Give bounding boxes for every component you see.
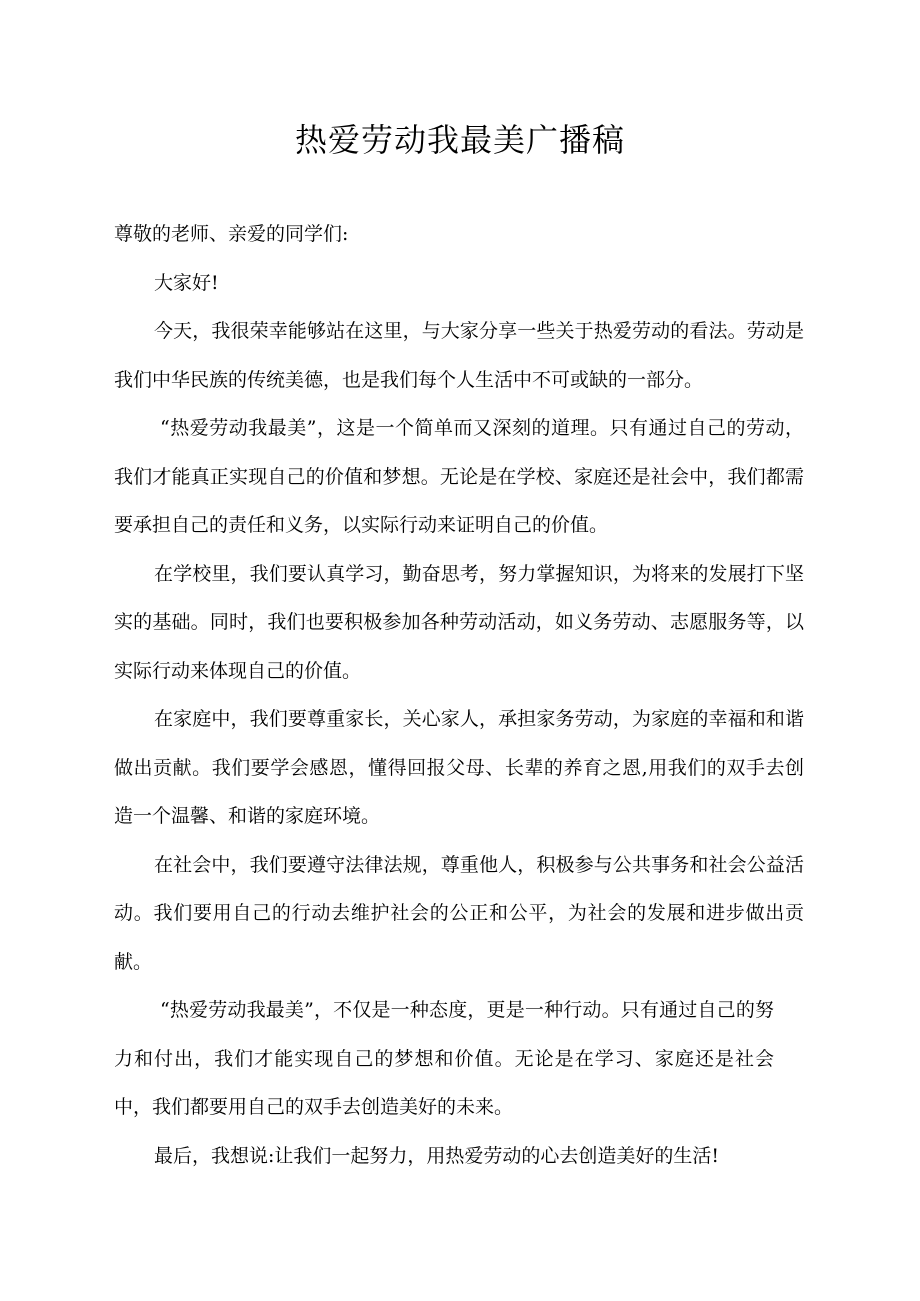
paragraph-school: 在学校里，我们要认真学习，勤奋思考，努力掌握知识，为将来的发展打下坚实的基础。同时，我们也要积极参加各种劳动活动，如义务劳动、志愿服务等，以实际行动来体现自己的价值。 [114,562,804,682]
paragraph-intro: 今天，我很荣幸能够站在这里，与大家分享一些关于热爱劳动的看法。劳动是我们中华民族的传统美德，也是我们每个人生活中不可或缺的一部分。 [114,320,804,391]
salutation: 尊敬的老师、亲爱的同学们: [114,223,349,245]
paragraph-summary: “热爱劳动我最美”，不仅是一种态度，更是一种行动。只有通过自己的努力和付出，我们才能实现自己的梦想和价值。无论是在学习、家庭还是社会中，我们都要用自己的双手去创造美好的未来。 [114,999,774,1118]
closing: 最后，我想说:让我们一起努力，用热爱劳动的心去创造美好的生活! [154,1144,720,1167]
paragraph-theme: “热爱劳动我最美”，这是一个简单而又深刻的道理。只有通过自己的劳动，我们才能真正实现自己的价值和梦想。无论是在学校、家庭还是社会中，我们都需要承担自己的责任和义务，以实际行动来证明自己的价值。 [114,417,804,536]
document-title: 热爱劳动我最美广播稿 [294,121,625,159]
paragraph-family: 在家庭中，我们要尊重家长，关心家人，承担家务劳动，为家庭的幸福和和谐做出贡献。我们要学会感恩，懂得回报父母、长辈的养育之恩,用我们的双手去创造一个温馨、和谐的家庭环境。 [114,708,804,827]
document-body [114,210,804,1180]
greeting: 大家好! [154,271,219,294]
paragraph-society: 在社会中，我们要遵守法律法规，尊重他人，积极参与公共事务和社会公益活动。我们要用自己的行动去维护社会的公正和公平，为社会的发展和进步做出贡献。 [114,853,804,973]
